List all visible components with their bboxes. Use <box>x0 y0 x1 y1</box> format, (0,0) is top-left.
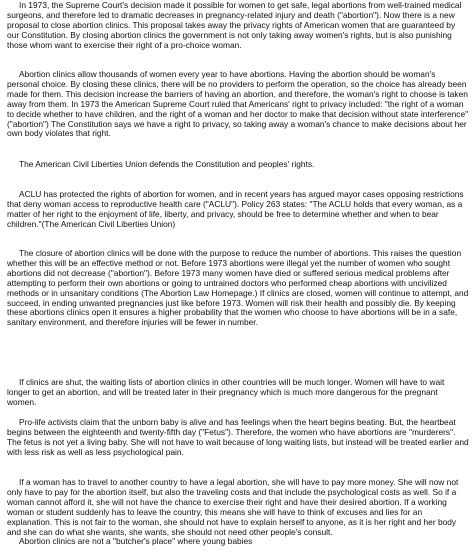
paragraph-6: If clinics are shut, the waiting lists of abortion clinics in other countries will be much longer. Women will have to wait longer to get an abortion, and will be treated later in their pregnancy which is much more dangerous for the pregnant women. <box>7 377 445 407</box>
paragraph-5: The closure of abortion clinics will be done with the purpose to reduce the number of abortions. This raises the question whether this will be an effective method or not. Before 1973 abortions were illegal yet the number of women who sought abortions did not decrease ("abortion"). Before 1973 many women have died or suffered serious medical problems after attempting to perform their own abortions or going to untrained doctors who performed cheap abortions with uncivilized methods or in unsanitary conditions (The Abortion Law Homepage.) If clinics are closed, women will continue to attempt, and succeed, in ending unwanted pregnancies just like before 1973. Women will risk their health and possibly die. By keeping these abortions clinics open it ensures a higher probability that the women who choose to have abortions will be in a safe, sanitary environment, and therefore injuries will be fewer in number. <box>7 248 469 328</box>
paragraph-1: In 1973, the Supreme Court's decision made it possible for women to get safe, legal abortions from well-trained medical surgeons, and therefore led to dramatic decreases in pregnancy-related injury and death ("abortion"). Now there is a new proposal to close abortion clinics. This proposal takes away the privacy rights of American women that are guaranteed by our Constitution. By closing abortion clinics the government is not only taking away women's rights, but is also punishing those whom want to exercise their right of a pro-choice woman. <box>7 0 462 50</box>
paragraph-7: Pro-life activists claim that the unborn baby is alive and has feelings when the heart begins beating. But, the heartbeat begins between the eighteenth and twenty-fifth day ("Fetus"). Therefore, the women who have abortions are "murderers". The fetus is not yet a living baby. She will not have to wait because of long waiting lists, but instead will be treated earlier and with less risk as well as less psychological pain. <box>7 417 469 457</box>
paragraph-3: The American Civil Liberties Union defends the Constitution and peoples' rights. <box>19 159 315 169</box>
paragraph-4: ACLU has protected the rights of abortion for women, and in recent years has argued mayor cases opposing restrictions that deny woman access to reproductive health care ("ACLU"). Policy 263 states: "The ACLU holds that every woman, as a matter of her right to the enjoyment of life, liberty, and privacy, should be free to determine whether and when to bear children."(The American Civil Liberties Union) <box>7 189 464 229</box>
paragraph-8: If a woman has to travel to another country to have a legal abortion, she will have to pay more money. She will now not only have to pay for the abortion itself, but also the traveling costs and that include the psychological costs as well. So if a woman cannot afford it, she will not have the chance to exercise their right and have their desired abortion. If a working woman or student suddenly has to leave the country, this means she will have to think of excuses and lies for an explanation. This is not fair to the woman, she should not have to explain herself to anyone, as it is her right and her body and she can do what she wants, she wants, she should not need other people's consult. <box>7 477 459 537</box>
paragraph-2: Abortion clinics allow thousands of women every year to have abortions. Having the abortion should be woman's personal choice. By closing these clinics, there will be no providers to perform the operation, so the choice has already been made for them. This decision increase the barriers of having an abortion, and therefore, the woman's right to choose is taken away from them. In 1973 the American Supreme Court ruled that Americans' right to privacy included: "the right of a woman to decide whether to have children, and the right of a woman and her doctor to make that decision without state interference" ("abortion") The Constitution says we have a right to privacy, so taking away a woman's chance to make decisions about her own body violates that right. <box>7 69 469 139</box>
paragraph-9: Abortion clinics are not a "butcher's place" where young babies <box>19 536 253 546</box>
